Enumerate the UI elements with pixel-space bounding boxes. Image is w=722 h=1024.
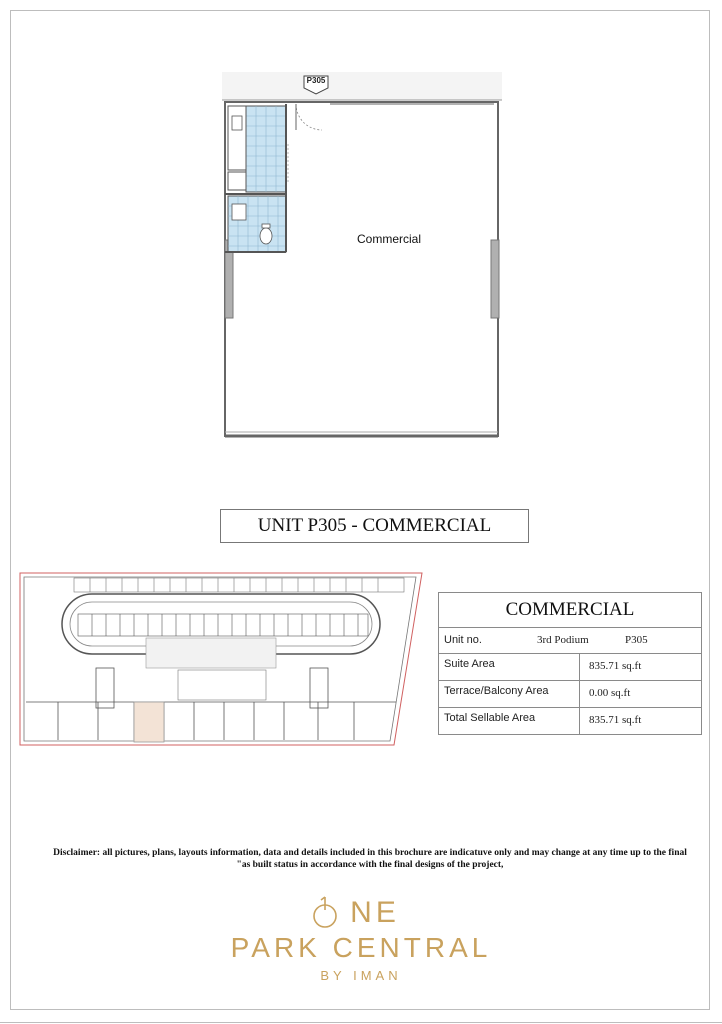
key-plan <box>18 570 424 748</box>
logo-line-1: NE <box>350 896 400 929</box>
unit-info-row <box>439 628 701 654</box>
highlighted-unit <box>134 702 164 742</box>
logo-line-3: BY IMAN <box>320 968 402 983</box>
table-row <box>439 654 701 681</box>
logo-line-2: PARK CENTRAL <box>230 932 492 963</box>
area-table-header: COMMERCIAL <box>439 593 701 628</box>
room-label: Commercial <box>357 232 422 246</box>
floor-plan-drawing <box>222 72 502 440</box>
key-plan-drawing <box>18 570 424 748</box>
disclaimer-line-1: Disclaimer: all pictures, plans, layouts information, data and details included in this brochure are indicatuve only and may change at any time up to the final <box>53 848 687 858</box>
row-value: 835.71 sq.ft <box>589 714 642 726</box>
table-row <box>439 681 701 708</box>
area-table <box>438 592 702 735</box>
floor-value: 3rd Podium <box>537 634 589 646</box>
table-row <box>439 708 701 734</box>
unit-no-label: Unit no. <box>444 634 482 646</box>
unit-value: P305 <box>625 634 648 646</box>
unit-title: UNIT P305 - COMMERCIAL <box>220 509 529 543</box>
row-label: Terrace/Balcony Area <box>439 681 580 707</box>
row-label: Total Sellable Area <box>439 708 580 734</box>
row-value: 835.71 sq.ft <box>589 660 642 672</box>
bottom-rule <box>0 1022 722 1023</box>
unit-tag: P305 <box>306 76 326 85</box>
row-label: Suite Area <box>439 654 580 680</box>
disclaimer-line-2: "as built status in accordance with the final designs of the project, <box>236 860 504 870</box>
brand-logo <box>200 896 522 1000</box>
floor-plan <box>222 72 502 440</box>
logo-o-mark-icon <box>312 896 338 930</box>
row-value: 0.00 sq.ft <box>589 687 631 699</box>
disclaimer <box>40 847 700 871</box>
